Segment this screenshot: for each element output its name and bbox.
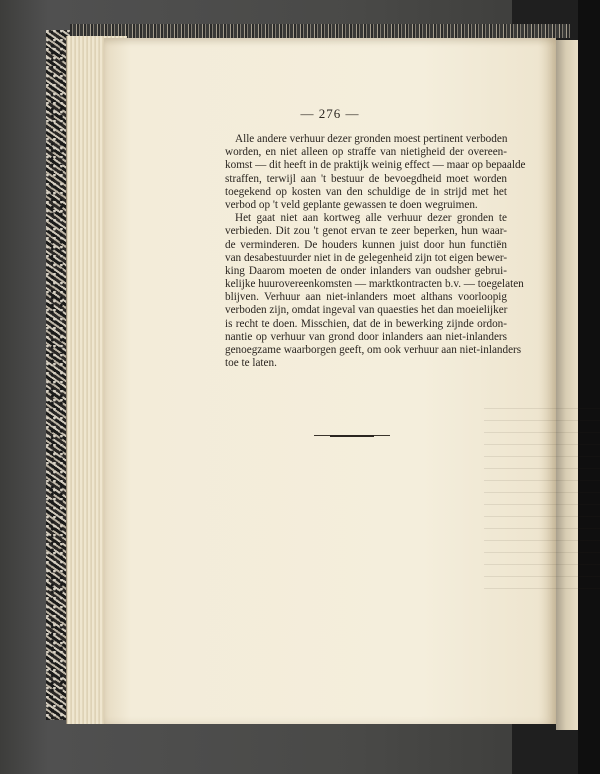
section-divider-rule (314, 435, 390, 436)
text-line: king Daarom moeten de onder inlanders van oudsher gebrui- (225, 264, 507, 277)
book-head-edge (70, 24, 570, 38)
page-number: — 276 — (300, 106, 360, 121)
text-line: straffen, terwijl aan 't bestuur de bevoegdheid moet worden (225, 172, 507, 185)
scanner-edge (578, 0, 600, 774)
text-line: worden, en niet alleen op straffe van nietigheid der overeen- (225, 146, 507, 159)
text-line: toegekend op kosten van den schuldige de in strijd met het (225, 185, 507, 198)
text-line: van desabestuurder niet in de gelegenheid zijn tot eigen bewer- (225, 251, 508, 264)
text-line: nantie op verhuur van grond door inlanders aan niet-inlanders (225, 330, 507, 343)
text-line: is recht te doen. Misschien, dat de in bewerking zijnde ordon- (225, 317, 507, 330)
text-line: Alle andere verhuur dezer gronden moest pertinent verboden (235, 133, 508, 145)
text-line: kelijke huurovereenkomsten — marktkontracten b.v. — toegelaten (225, 278, 524, 291)
text-line: verboden zijn, omdat ingeval van quaesties het dan moeielijker (225, 304, 508, 317)
text-line: verbod op 't veld geplante gewassen te doen wegruimen. (225, 198, 478, 211)
body-text (225, 133, 526, 370)
text-line: de verminderen. De houders kunnen juist door hun functiën (225, 238, 507, 251)
text-line: komst — dit heeft in de praktijk weinig effect — maar op bepaalde (225, 159, 526, 172)
text-line: Het gaat niet aan kortweg alle verhuur dezer gronden te (235, 212, 507, 225)
text-line: genoegzame waarborgen geeft, om ook verhuur aan niet-inlanders (225, 344, 522, 356)
show-through-text (484, 408, 600, 598)
book-gutter (556, 40, 578, 730)
text-line: blijven. Verhuur aan niet-inlanders moet althans voorloopig (225, 291, 507, 304)
text-line: verbieden. Dit zou 't genot ervan te zeer beperken, hun waar- (225, 225, 507, 238)
book-page (104, 38, 556, 724)
text-line: toe te laten. (225, 357, 277, 370)
